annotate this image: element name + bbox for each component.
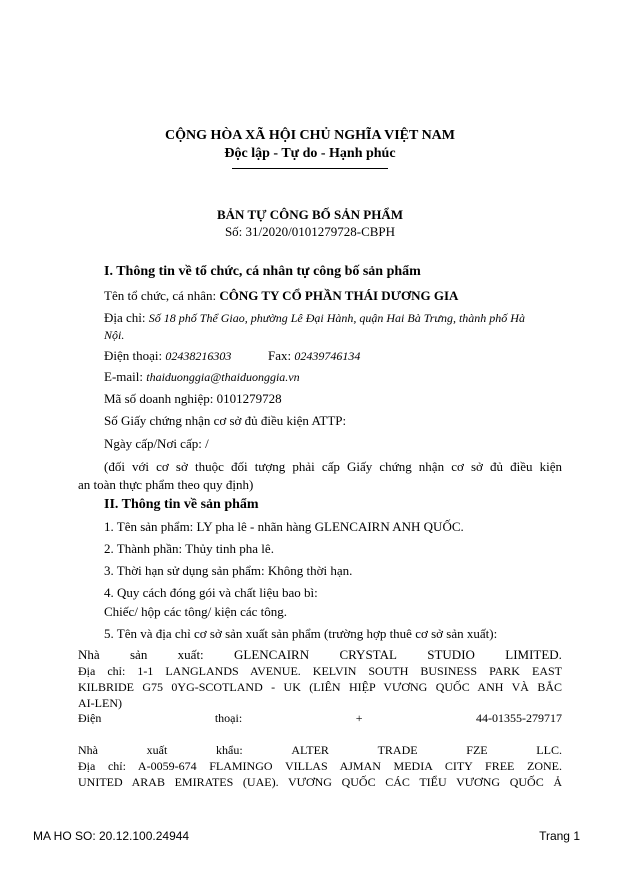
tax-value: 0101279728 xyxy=(216,391,282,406)
address-value: Số 18 phố Thể Giao, phường Lê Đại Hành, quận Hai Bà Trưng, thành phố Hà xyxy=(148,311,525,325)
word: LIMITED. xyxy=(505,647,562,662)
org-name: CÔNG TY CỔ PHẦN THÁI DƯƠNG GIA xyxy=(219,288,459,303)
page-number: Trang 1 xyxy=(539,829,580,843)
cert-note-line1-text: (đối với cơ sở thuộc đối tượng phải cấp Giấy chứng nhận cơ sở đủ điều kiện xyxy=(104,459,562,474)
address-line xyxy=(104,310,525,326)
word: xuất: xyxy=(177,647,204,662)
section1-heading: I. Thông tin về tổ chức, cá nhân tự công bố sản phẩm xyxy=(104,264,421,279)
manufacturer-address-line3: AI-LEN) xyxy=(78,696,122,710)
section2-heading: II. Thông tin về sản phẩm xyxy=(104,497,259,512)
product-shelf-life: 3. Thời hạn sử dụng sản phẩm: Không thời hạn. xyxy=(104,563,353,578)
manufacturer-address-line2-text: KILBRIDE G75 0YG-SCOTLAND - UK (LIÊN HIỆP VƯƠNG QUỐC ANH VÀ BẮC xyxy=(78,680,562,694)
tax-line xyxy=(104,391,282,407)
packaging-value: Chiếc/ hộp các tông/ kiện các tông. xyxy=(104,604,288,619)
word: Nhà xyxy=(78,743,98,757)
phone-label: Điện thoại: xyxy=(104,348,166,363)
manufacturer-address-line1 xyxy=(78,664,562,679)
word: CRYSTAL xyxy=(339,647,397,662)
word: + xyxy=(355,711,363,725)
word: 44-01355-279717 xyxy=(475,711,562,725)
email-line xyxy=(104,369,300,385)
exporter-address-line2-text: UNITED ARAB EMIRATES (UAE). VƯƠNG QUỐC CÁC TIỂU VƯƠNG QUỐC Ả xyxy=(78,775,562,789)
packaging-label: 4. Quy cách đóng gói và chất liệu bao bì: xyxy=(104,585,318,600)
manufacturer-heading: 5. Tên và địa chỉ cơ sở sản xuất sản phẩm (trường hợp thuê cơ sở sản xuất): xyxy=(104,626,498,641)
word: khẩu: xyxy=(216,743,243,757)
word: FZE xyxy=(466,743,488,757)
address-continued: Nội. xyxy=(104,328,125,342)
cert-note-line2: an toàn thực phẩm theo quy định) xyxy=(78,477,254,492)
word: thoại: xyxy=(214,711,243,725)
cert-label: Số Giấy chứng nhận cơ sở đủ điều kiện ATTP: xyxy=(104,413,347,428)
word: ALTER xyxy=(291,743,329,757)
product-name: 1. Tên sản phẩm: LY pha lê - nhãn hàng GLENCAIRN ANH QUỐC. xyxy=(104,519,464,534)
word: GLENCAIRN xyxy=(234,647,310,662)
email-label: E-mail: xyxy=(104,369,147,384)
phone-line xyxy=(104,348,231,364)
fax-label: Fax: xyxy=(268,348,295,363)
issue-label: Ngày cấp/Nơi cấp: / xyxy=(104,436,209,451)
exporter-name-line xyxy=(78,743,562,758)
org-label: Tên tổ chức, cá nhân: xyxy=(104,288,220,303)
motto: Độc lập - Tự do - Hạnh phúc xyxy=(224,146,396,161)
manufacturer-phone-line xyxy=(78,711,562,726)
word: LLC. xyxy=(536,743,562,757)
cert-note-line1 xyxy=(104,459,562,475)
word: STUDIO xyxy=(427,647,475,662)
nation-heading: CỘNG HÒA XÃ HỘI CHỦ NGHĨA VIỆT NAM xyxy=(164,128,455,143)
fax-value: 02439746134 xyxy=(294,349,361,363)
word: TRADE xyxy=(377,743,418,757)
address-label: Địa chỉ: xyxy=(104,310,149,325)
word: sản xyxy=(130,647,148,662)
manufacturer-name-line xyxy=(78,647,562,663)
manufacturer-address-line2 xyxy=(78,680,562,695)
word: Nhà xyxy=(78,647,100,662)
doc-title: BẢN TỰ CÔNG BỐ SẢN PHẨM xyxy=(217,207,403,222)
word: Điện xyxy=(78,711,102,725)
org-line xyxy=(104,288,458,304)
word: xuất xyxy=(146,743,168,757)
exporter-address-line2 xyxy=(78,775,562,790)
exporter-address-line1-text: Địa chỉ: A-0059-674 FLAMINGO VILLAS AJMAN MEDIA CITY FREE ZONE. xyxy=(78,759,562,773)
phone-value: 02438216303 xyxy=(165,349,232,363)
file-code: MA HO SO: 20.12.100.24944 xyxy=(33,829,190,843)
doc-number: Số: 31/2020/0101279728-CBPH xyxy=(224,224,396,239)
tax-label: Mã số doanh nghiệp: xyxy=(104,391,217,406)
email-value: thaiduonggia@thaiduonggia.vn xyxy=(146,370,300,384)
manufacturer-address-line1-text: Địa chỉ: 1-1 LANGLANDS AVENUE. KELVIN SOUTH BUSINESS PARK EAST xyxy=(78,664,562,678)
header-divider xyxy=(232,168,388,169)
product-composition: 2. Thành phần: Thủy tinh pha lê. xyxy=(104,541,274,556)
fax-line xyxy=(268,348,360,364)
exporter-address-line1 xyxy=(78,759,562,774)
